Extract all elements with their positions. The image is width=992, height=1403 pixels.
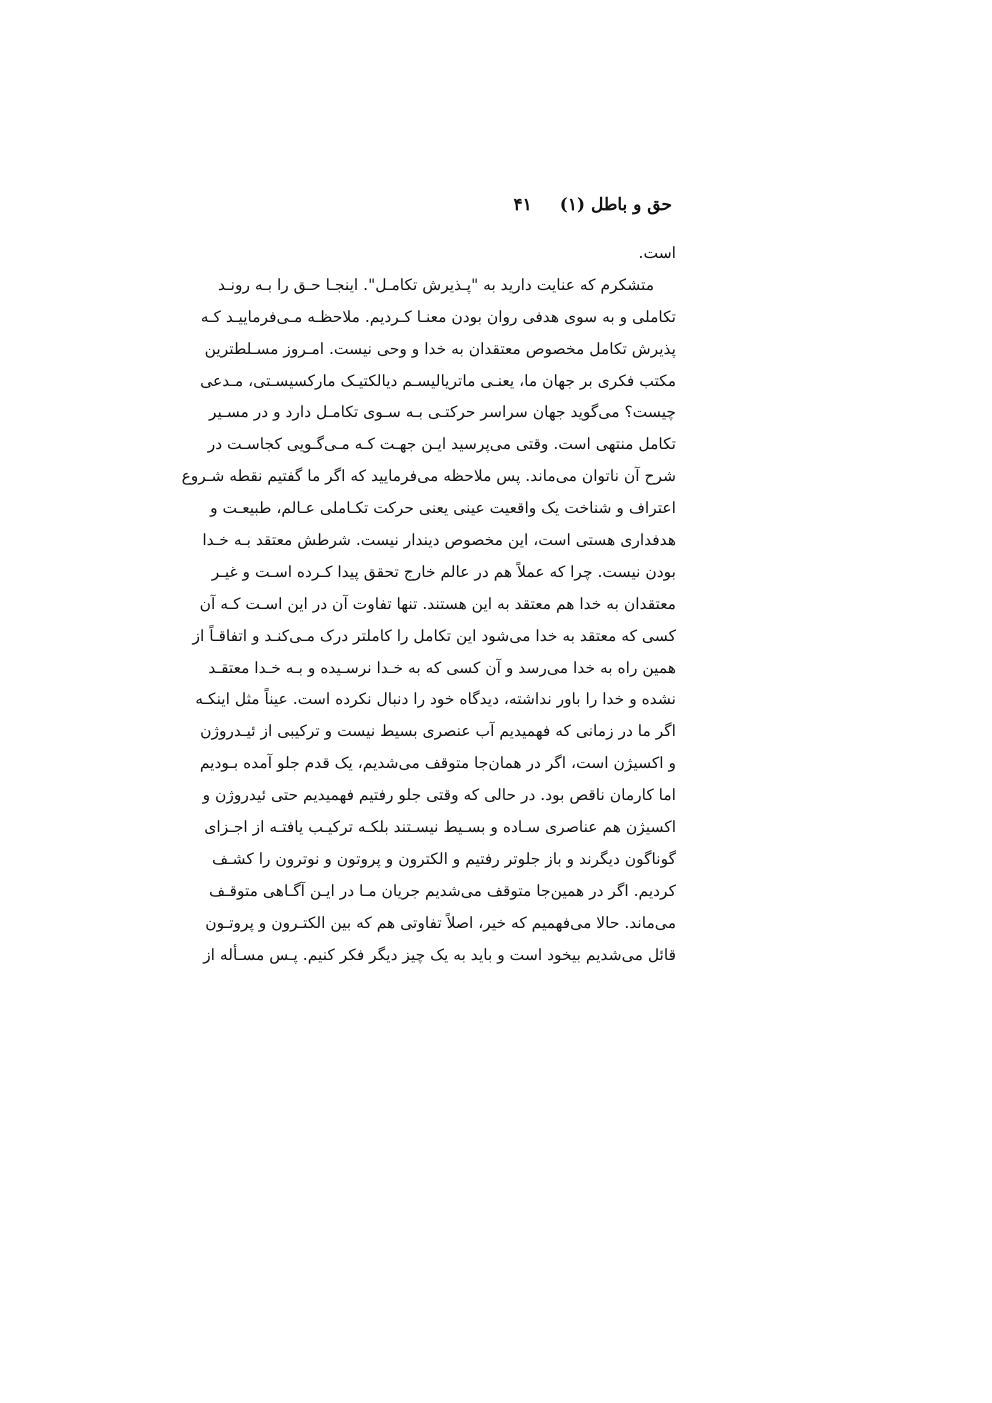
text-line: گوناگون دیگرند و باز جلوتر رفتیم و الکترون و پروتون و نوترون را کشـف	[211, 849, 676, 868]
page-number: ۴۱	[513, 195, 532, 215]
text-line: اما کارمان ناقص بود. در حالی که وقتی جلو رفتیم فهمیدیم حتی ئیدروژن و	[202, 786, 676, 805]
page-header	[262, 190, 672, 220]
text-line: اعتراف و شناخت یک واقعیت عینی یعنی حرکت تکـاملی عـالم، طبیعـت و	[210, 499, 676, 518]
running-title: حق و باطل (۱)	[559, 195, 672, 215]
text-line: پذیرش تکامل مخصوص معتقدان به خدا و وحی نیست. امـروز مسـلطترین	[204, 339, 676, 358]
text-line: تکامل منتهی است. وقتی می‌پرسید ایـن جهـت کـه مـی‌گـویی کجاسـت در	[207, 435, 676, 454]
text-line: هدفداری هستی است، این مخصوص دیندار نیست. شرطش معتقد بـه خـدا	[202, 531, 676, 550]
text-line: بودن نیست. چرا که عملاً هم در عالم خارج تحقق پیدا کـرده اسـت و غیـر	[211, 562, 676, 581]
text-line: و اکسیژن است، اگر در همان‌جا متوقف می‌شدیم، یک قدم جلو آمده بـودیم	[199, 754, 676, 773]
text-line: کسی که معتقد به خدا می‌شود این تکامل را کاملتر درک مـی‌کنـد و اتفاقـاً از	[192, 626, 676, 645]
text-line: می‌ماند. حالا می‌فهمیم که خیر، اصلاً تفاوتی هم که بین الکتـرون و پروتـون	[205, 913, 676, 932]
text-line: همین راه به خدا می‌رسد و آن کسی که به خـدا نرسـیده و بـه خـدا معتقـد	[208, 658, 676, 677]
paragraph-first-line: متشکرم که عنایت دارید به "پـذیرش تکامـل". اینجـا حـق را بـه رونـد	[217, 275, 654, 294]
text-line: چیست؟ می‌گوید جهان سراسر حرکتـی بـه سـوی تکامـل دارد و در مسـیر	[208, 403, 676, 422]
text-line: تکاملی و به سوی هدفی روان بودن معنـا کـردیم. ملاحظـه مـی‌فرماییـد کـه	[200, 307, 676, 326]
text-line: معتقدان به خدا هم معتقد به این هستند. تنها تفاوت آن در این اسـت کـه آن	[199, 594, 676, 613]
text-line: نشده و خدا را باور نداشته، دیدگاه خود را دنبال نکرده است. عیناً مثل اینکـه	[195, 690, 676, 709]
body-text	[181, 238, 676, 971]
text-line: قائل می‌شدیم بیخود است و باید به یک چیز دیگر فکر کنیم. پـس مسـأله از	[203, 945, 676, 964]
text-line: مکتب فکری بر جهان ما، یعنـی ماتریالیسـم دیالکتیـک مارکسیسـتی، مـدعی	[200, 371, 676, 390]
text-line: اکسیژن هم عناصری سـاده و بسـیط نیسـتند بلکـه ترکیـب یافتـه از اجـزای	[204, 818, 676, 837]
text-line: کردیم. اگر در همین‌جا متوقف می‌شدیم جریان مـا در ایـن آگـاهی متوقـف	[208, 881, 676, 900]
text-line: شرح آن ناتوان می‌ماند. پس ملاحظه می‌فرمایید که اگر ما گفتیم نقطه شـروع	[181, 467, 676, 486]
text-line: اگر ما در زمانی که فهمیدیم آب عنصری بسیط نیست و ترکیبی از ئیـدروژن	[200, 722, 676, 741]
text-line: است.	[638, 244, 676, 262]
